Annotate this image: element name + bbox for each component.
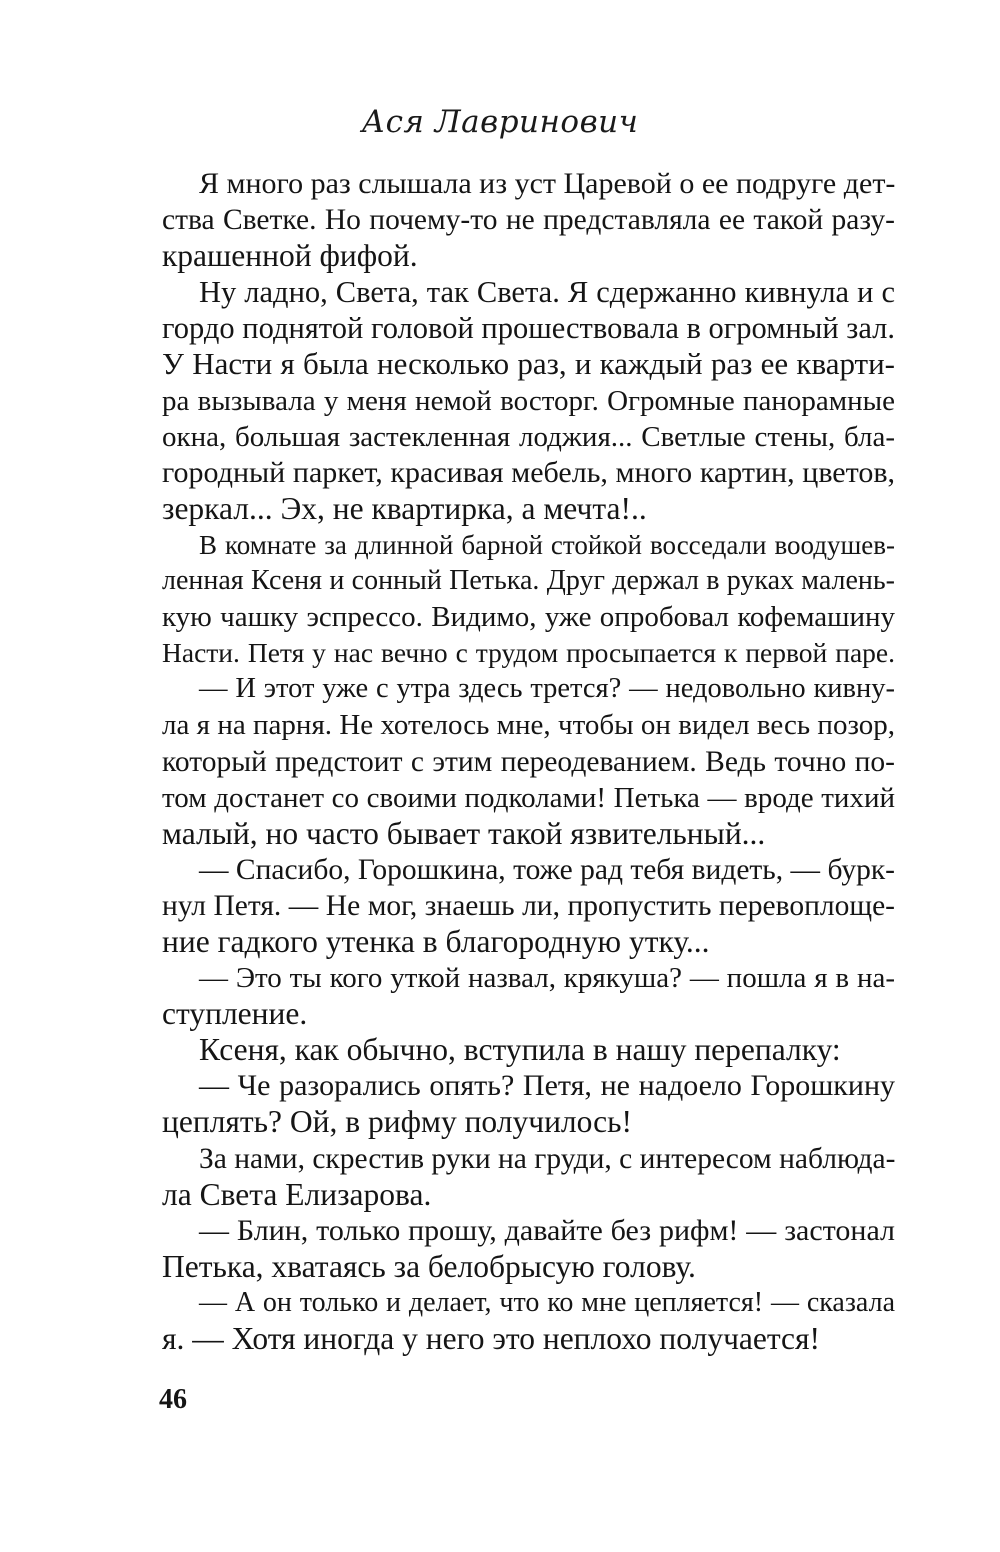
body-text [162, 166, 895, 1357]
text-line: зеркал... Эх, не квартирка, а мечта!.. [162, 490, 647, 526]
text-line: ла я на парня. Не хотелось мне, чтобы он видел весь позор, [162, 709, 895, 742]
text-line: крашенной фифой. [162, 238, 418, 274]
text-line: — А он только и делает, что ко мне цепляется! — сказала [199, 1286, 895, 1318]
text-line: — И этот уже с утра здесь трется? — недовольно кивну- [199, 673, 895, 705]
text-line: который предстоит с этим переодеванием. Ведь точно по- [162, 745, 895, 778]
text-line: гордо поднятой головой прошествовала в огромный зал. [162, 311, 895, 346]
running-head-author: Ася Лавринович [361, 104, 639, 140]
text-line: окна, большая застекленная лоджия... Светлые стены, бла- [162, 420, 895, 453]
text-line: Насти. Петя у нас вечно с трудом просыпается к первой паре. [162, 637, 895, 669]
text-line: Петька, хватаясь за белобрысую голову. [162, 1248, 696, 1284]
page-number: 46 [159, 1384, 187, 1415]
text-line: — Это ты кого уткой назвал, крякуша? — пошла я в на- [199, 962, 895, 995]
text-line: ства Светке. Но почему-то не представляла ее такой разу- [162, 204, 895, 237]
text-line: цеплять? Ой, в рифму получилось! [162, 1104, 633, 1140]
text-line: В комнате за длинной барной стойкой восседали воодушев- [199, 529, 895, 560]
text-line: ленная Ксеня и сонный Петька. Друг держал в руках малень- [162, 565, 895, 597]
text-line: ступление. [162, 996, 308, 1032]
text-line: том достанет со своими подколами! Петька — вроде тихий [162, 781, 895, 814]
text-line: ние гадкого утенка в благородную утку... [162, 923, 710, 959]
text-line: ла Света Елизарова. [162, 1176, 432, 1212]
text-line: ра вызывала у меня немой восторг. Огромные панорамные [162, 384, 895, 417]
text-line: — Блин, только прошу, давайте без рифм! — застонал [199, 1213, 895, 1247]
text-line: кую чашку эспрессо. Видимо, уже опробовал кофемашину [162, 601, 895, 634]
text-line: я. — Хотя иногда у него это неплохо получается! [162, 1321, 820, 1356]
text-line: малый, но часто бывает такой язвительный... [162, 815, 766, 851]
text-line: Ну ладно, Света, так Света. Я сдержанно кивнула и с [199, 275, 895, 310]
text-line: городный паркет, красивая мебель, много картин, цветов, [162, 455, 895, 489]
text-line: Ксеня, как обычно, вступила в нашу перепалку: [199, 1032, 841, 1068]
text-line: Я много раз слышала из уст Царевой о ее подруге дет- [199, 167, 895, 200]
text-line: нул Петя. — Не мог, знаешь ли, пропустить перевоплоще- [162, 889, 895, 922]
text-line: У Насти я была несколько раз, и каждый раз ее кварти- [162, 346, 895, 382]
text-line: За нами, скрестив руки на груди, с интересом наблюда- [199, 1142, 895, 1175]
text-line: — Спасибо, Горошкина, тоже рад тебя видеть, — бурк- [199, 853, 895, 886]
text-line: — Че разорались опять? Петя, не надоело Горошкину [199, 1069, 895, 1103]
